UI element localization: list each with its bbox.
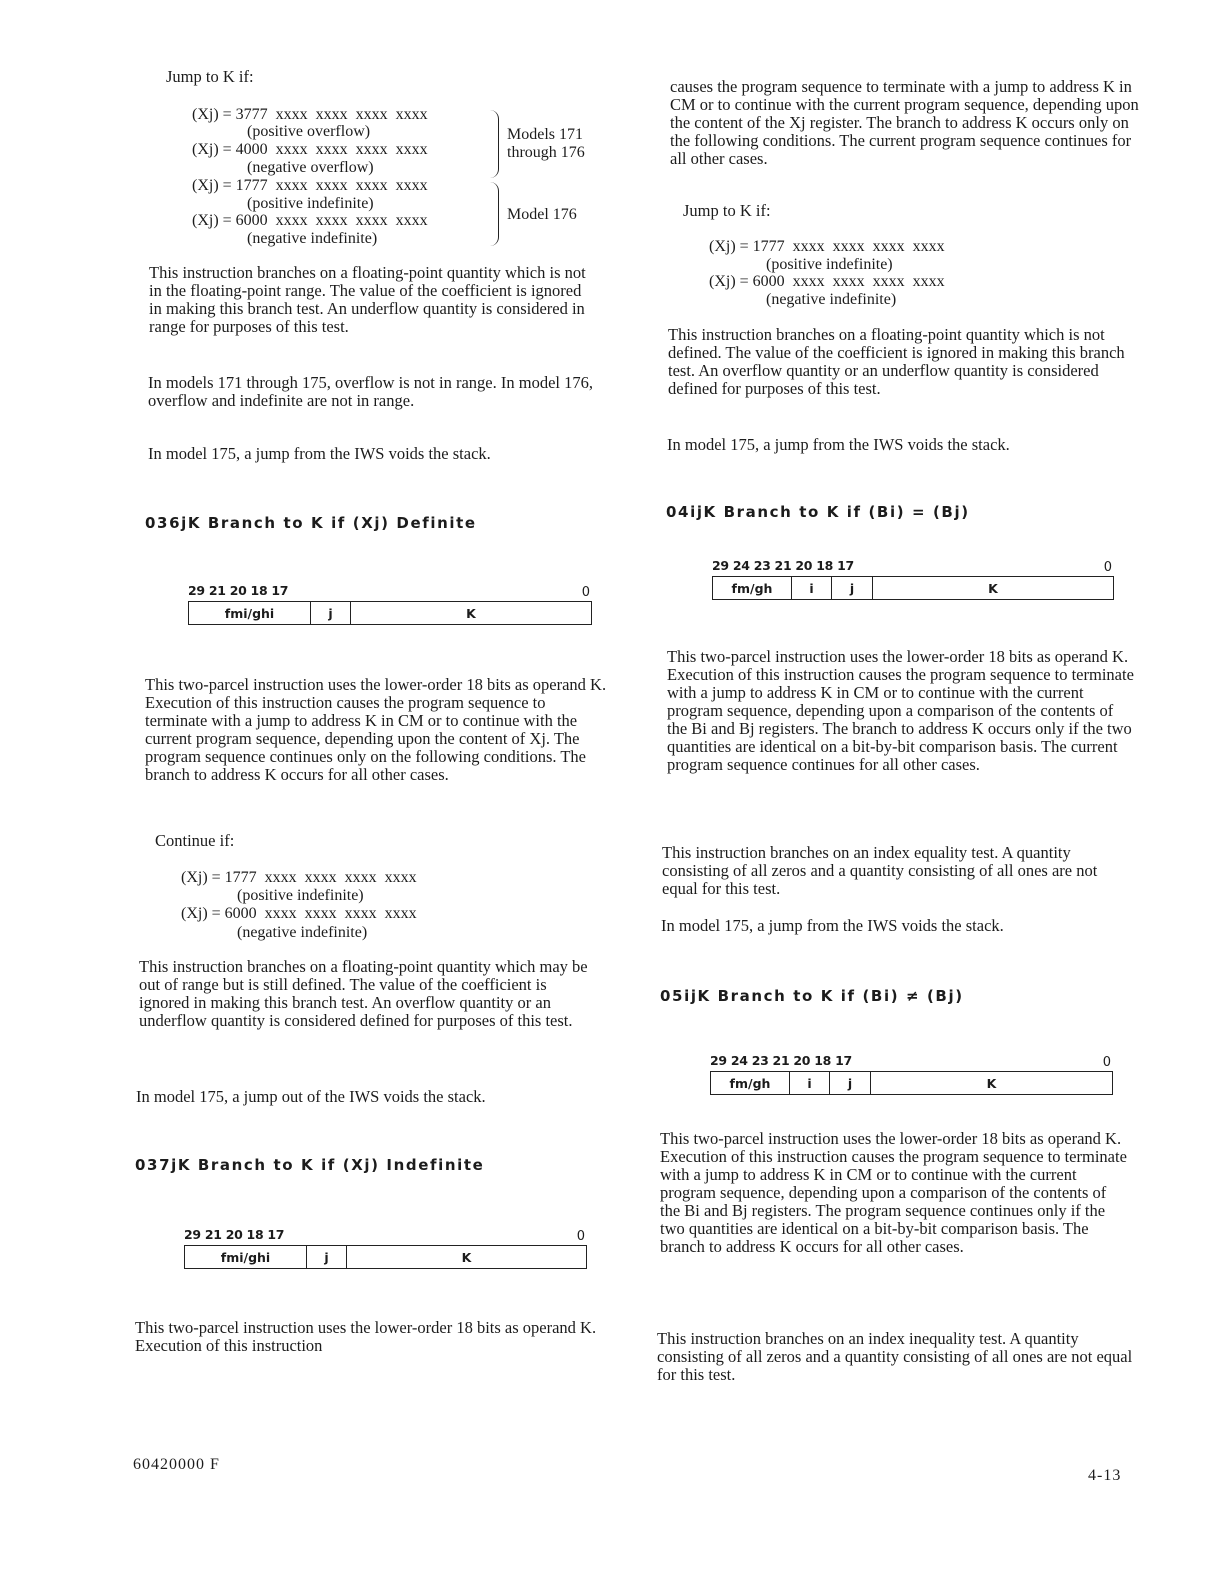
paragraph: This two-parcel instruction uses the lower-order 18 bits as operand K. Execution of this instruction causes the program sequence to terminate with a jump to address K in CM or to continue with the current program sequence, depending upon a comparison of the contents of the Bi and Bj registers. The branch to address K occurs only if the two quantities are identical on a bit-by-bit comparison basis. The current program sequence continues for all other cases. xyxy=(667,647,1134,774)
bit-positions: 29 24 23 21 20 18 17 xyxy=(712,558,854,573)
paragraph: This two-parcel instruction uses the lower-order 18 bits as operand K. Execution of this instruction causes the program sequence to terminate with a jump to address K in CM or to continue with the current program sequence, depending upon a comparison of the contents of the Bi and Bj registers. The program sequence continues only if the two quantities are identical on a bit-by-bit comparison basis. The branch to address K occurs for all other cases. xyxy=(660,1129,1127,1256)
paragraph: In model 175, a jump from the IWS voids the stack. xyxy=(148,444,491,463)
paragraph: causes the program sequence to terminate with a jump to address K in CM or to continue with the current program sequence, depending upon the content of the Xj register. The branch to address K occurs only on the following conditions. The current program sequence continues for all other cases. xyxy=(670,77,1139,168)
bit-positions: 29 24 23 21 20 18 17 xyxy=(710,1053,852,1068)
bit-positions: 29 21 20 18 17 xyxy=(188,583,289,598)
instruction-format-037 xyxy=(184,1227,587,1271)
paragraph: In models 171 through 175, overflow is not in range. In model 176, overflow and indefinite are not in range. xyxy=(148,373,593,410)
condition-note: (negative indefinite) xyxy=(766,291,897,308)
format-box xyxy=(184,1245,587,1269)
format-box xyxy=(712,576,1114,600)
bit-zero: 0 xyxy=(1103,560,1112,575)
jump-if-heading: Jump to K if: xyxy=(166,67,254,86)
condition-positive-indefinite: (Xj) = 1777 xxxx xxxx xxxx xxxx xyxy=(192,177,428,194)
model-176-label: Model 176 xyxy=(507,206,577,223)
paragraph: In model 175, a jump out of the IWS voids the stack. xyxy=(136,1087,486,1106)
condition-note: (positive indefinite) xyxy=(247,195,374,212)
condition-negative-indefinite: (Xj) = 6000 xxxx xxxx xxxx xxxx xyxy=(709,273,945,290)
instruction-heading-037: 037jK Branch to K if (Xj) Indefinite xyxy=(135,1156,485,1174)
paragraph: This two-parcel instruction uses the lower-order 18 bits as operand K. Execution of this instruction xyxy=(135,1318,597,1355)
bit-zero: 0 xyxy=(1102,1055,1111,1070)
instruction-format-05 xyxy=(710,1053,1113,1097)
condition-note: (positive indefinite) xyxy=(237,887,364,904)
field-fm-gh: fm/gh xyxy=(711,1072,790,1094)
document-number: 60420000 F xyxy=(133,1456,220,1473)
field-fm-gh: fm/gh xyxy=(713,577,792,599)
field-k: K xyxy=(466,605,476,621)
condition-negative-indefinite: (Xj) = 6000 xxxx xxxx xxxx xxxx xyxy=(181,905,417,922)
condition-note: (negative overflow) xyxy=(247,159,374,176)
paragraph: This instruction branches on a floating-point quantity which is not in the floating-point range. The value of the coefficient is ignored in making this branch test. An underflow quantity is considered in range for purposes of this test. xyxy=(149,263,586,336)
paragraph: This instruction branches on an index inequality test. A quantity consisting of all zeros and a quantity consisting of all ones are not equal for this test. xyxy=(657,1329,1133,1384)
condition-positive-indefinite: (Xj) = 1777 xxxx xxxx xxxx xxxx xyxy=(181,869,417,886)
instruction-format-036 xyxy=(188,583,592,627)
paragraph: In model 175, a jump from the IWS voids the stack. xyxy=(667,435,1010,454)
format-box xyxy=(710,1071,1113,1095)
paragraph: This instruction branches on a floating-point quantity which is not defined. The value of the coefficient is ignored in making this branch test. An overflow quantity or an underflow quantity is considered defined for purposes of this test. xyxy=(668,325,1125,398)
field-fmi-ghi: fmi/ghi xyxy=(189,602,311,624)
field-i: i xyxy=(792,577,832,599)
instruction-format-04 xyxy=(712,558,1114,602)
instruction-heading-05: 05ijK Branch to K if (Bi) ≠ (Bj) xyxy=(660,987,964,1005)
instruction-heading-04: 04ijK Branch to K if (Bi) = (Bj) xyxy=(666,503,970,521)
instruction-heading-036: 036jK Branch to K if (Xj) Definite xyxy=(145,514,477,532)
page-number: 4-13 xyxy=(1088,1467,1122,1484)
condition-negative-indefinite: (Xj) = 6000 xxxx xxxx xxxx xxxx xyxy=(192,212,428,229)
jump-if-heading: Jump to K if: xyxy=(683,201,771,220)
condition-note: (positive indefinite) xyxy=(766,256,893,273)
condition-positive-indefinite: (Xj) = 1777 xxxx xxxx xxxx xxxx xyxy=(709,238,945,255)
paragraph: This instruction branches on a floating-point quantity which may be out of range but is still defined. The value of the coefficient is ignored in making this branch test. An overflow quantity or an underflow quantity is considered defined for purposes of this test. xyxy=(139,957,588,1030)
field-k: K xyxy=(986,1075,997,1091)
condition-note: (negative indefinite) xyxy=(237,924,368,941)
brace xyxy=(490,182,499,246)
bit-zero: 0 xyxy=(576,1229,585,1244)
continue-if-heading: Continue if: xyxy=(155,831,235,850)
paragraph: This two-parcel instruction uses the lower-order 18 bits as operand K. Execution of this instruction causes the program sequence to terminate with a jump to address K in CM or to continue with the current program sequence, depending upon the content of Xj. The program sequence continues only on the following conditions. The branch to address K occurs for all other cases. xyxy=(145,675,607,784)
field-j: j xyxy=(830,1072,871,1094)
bit-positions: 29 21 20 18 17 xyxy=(184,1227,285,1242)
models-label: through 176 xyxy=(507,144,585,161)
bit-zero: 0 xyxy=(581,585,590,600)
field-k: K xyxy=(461,1249,472,1265)
condition-positive-overflow: (Xj) = 3777 xxxx xxxx xxxx xxxx xyxy=(192,106,428,123)
format-box xyxy=(188,601,592,625)
field-i: i xyxy=(790,1072,830,1094)
field-fmi-ghi: fmi/ghi xyxy=(185,1246,307,1268)
condition-negative-overflow: (Xj) = 4000 xxxx xxxx xxxx xxxx xyxy=(192,141,428,158)
condition-note: (negative indefinite) xyxy=(247,230,378,247)
field-j: j xyxy=(307,1246,347,1268)
field-k: K xyxy=(988,580,998,596)
brace xyxy=(490,110,499,178)
field-j: j xyxy=(832,577,873,599)
paragraph: This instruction branches on an index equality test. A quantity consisting of all zeros and a quantity consisting of all ones are not equal for this test. xyxy=(662,843,1098,898)
paragraph: In model 175, a jump from the IWS voids the stack. xyxy=(661,916,1004,935)
condition-note: (positive overflow) xyxy=(247,123,371,140)
models-label: Models 171 xyxy=(507,126,583,143)
field-j: j xyxy=(311,602,351,624)
